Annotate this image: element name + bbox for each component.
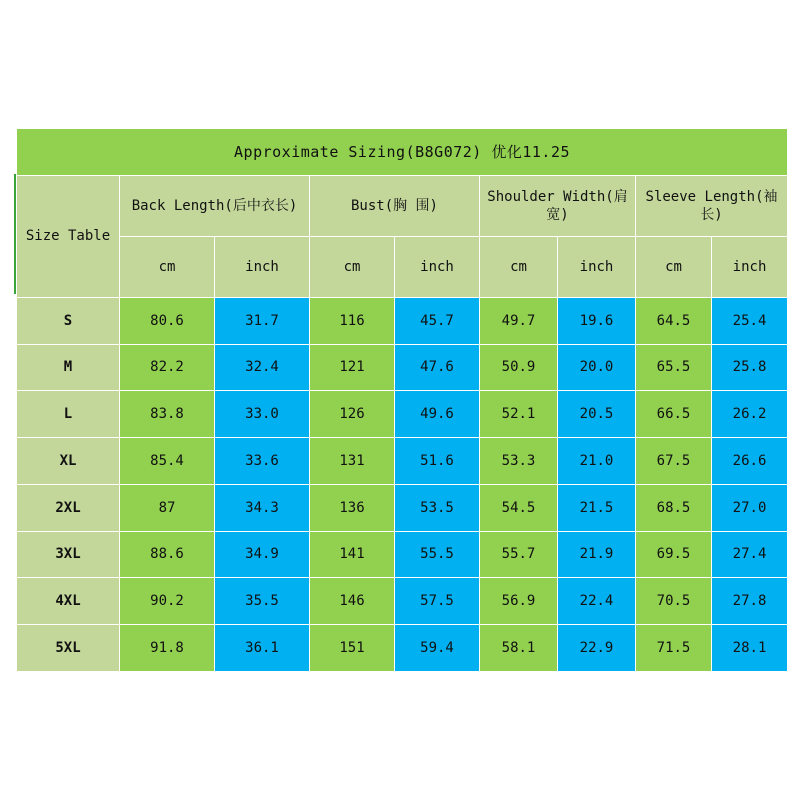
unit-inch-shoulder: inch bbox=[558, 236, 636, 297]
value-cell: 52.1 bbox=[480, 391, 558, 438]
value-cell: 64.5 bbox=[636, 297, 712, 344]
value-cell: 68.5 bbox=[636, 484, 712, 531]
value-cell: 87 bbox=[120, 484, 215, 531]
value-cell: 90.2 bbox=[120, 578, 215, 625]
value-cell: 121 bbox=[310, 344, 395, 391]
header-sleeve-length: Sleeve Length(袖长) bbox=[636, 175, 788, 236]
table-row bbox=[17, 297, 788, 344]
unit-cm-bust: cm bbox=[310, 236, 395, 297]
value-cell: 26.2 bbox=[712, 391, 788, 438]
value-cell: 34.3 bbox=[215, 484, 310, 531]
value-cell: 49.7 bbox=[480, 297, 558, 344]
value-cell: 28.1 bbox=[712, 625, 788, 672]
value-cell: 141 bbox=[310, 531, 395, 578]
table-title: Approximate Sizing(B8G072) 优化11.25 bbox=[17, 129, 788, 176]
value-cell: 20.0 bbox=[558, 344, 636, 391]
value-cell: 20.5 bbox=[558, 391, 636, 438]
value-cell: 67.5 bbox=[636, 438, 712, 485]
measurement-header-row bbox=[17, 175, 788, 236]
value-cell: 19.6 bbox=[558, 297, 636, 344]
value-cell: 34.9 bbox=[215, 531, 310, 578]
unit-cm-sleeve: cm bbox=[636, 236, 712, 297]
size-label: M bbox=[17, 344, 120, 391]
value-cell: 35.5 bbox=[215, 578, 310, 625]
unit-inch-sleeve: inch bbox=[712, 236, 788, 297]
value-cell: 21.5 bbox=[558, 484, 636, 531]
value-cell: 33.0 bbox=[215, 391, 310, 438]
value-cell: 58.1 bbox=[480, 625, 558, 672]
value-cell: 56.9 bbox=[480, 578, 558, 625]
value-cell: 151 bbox=[310, 625, 395, 672]
size-label: S bbox=[17, 297, 120, 344]
value-cell: 57.5 bbox=[395, 578, 480, 625]
value-cell: 55.5 bbox=[395, 531, 480, 578]
value-cell: 21.9 bbox=[558, 531, 636, 578]
header-shoulder-width: Shoulder Width(肩宽) bbox=[480, 175, 636, 236]
table-row bbox=[17, 531, 788, 578]
value-cell: 54.5 bbox=[480, 484, 558, 531]
unit-cm-shoulder: cm bbox=[480, 236, 558, 297]
value-cell: 25.8 bbox=[712, 344, 788, 391]
value-cell: 88.6 bbox=[120, 531, 215, 578]
value-cell: 53.3 bbox=[480, 438, 558, 485]
value-cell: 65.5 bbox=[636, 344, 712, 391]
value-cell: 66.5 bbox=[636, 391, 712, 438]
value-cell: 22.9 bbox=[558, 625, 636, 672]
value-cell: 136 bbox=[310, 484, 395, 531]
size-label: L bbox=[17, 391, 120, 438]
value-cell: 131 bbox=[310, 438, 395, 485]
value-cell: 27.8 bbox=[712, 578, 788, 625]
value-cell: 59.4 bbox=[395, 625, 480, 672]
table-row bbox=[17, 625, 788, 672]
unit-inch-bust: inch bbox=[395, 236, 480, 297]
size-label: 2XL bbox=[17, 484, 120, 531]
value-cell: 47.6 bbox=[395, 344, 480, 391]
table-row bbox=[17, 391, 788, 438]
value-cell: 69.5 bbox=[636, 531, 712, 578]
table-row bbox=[17, 578, 788, 625]
value-cell: 22.4 bbox=[558, 578, 636, 625]
value-cell: 27.0 bbox=[712, 484, 788, 531]
unit-inch-back-length: inch bbox=[215, 236, 310, 297]
table-row bbox=[17, 438, 788, 485]
size-table-container bbox=[16, 128, 787, 672]
value-cell: 85.4 bbox=[120, 438, 215, 485]
value-cell: 55.7 bbox=[480, 531, 558, 578]
value-cell: 146 bbox=[310, 578, 395, 625]
value-cell: 91.8 bbox=[120, 625, 215, 672]
header-bust: Bust(胸 围) bbox=[310, 175, 480, 236]
value-cell: 116 bbox=[310, 297, 395, 344]
size-label: 5XL bbox=[17, 625, 120, 672]
value-cell: 71.5 bbox=[636, 625, 712, 672]
value-cell: 83.8 bbox=[120, 391, 215, 438]
value-cell: 21.0 bbox=[558, 438, 636, 485]
value-cell: 53.5 bbox=[395, 484, 480, 531]
size-label: 3XL bbox=[17, 531, 120, 578]
value-cell: 25.4 bbox=[712, 297, 788, 344]
value-cell: 27.4 bbox=[712, 531, 788, 578]
unit-header-row bbox=[17, 236, 788, 297]
value-cell: 70.5 bbox=[636, 578, 712, 625]
value-cell: 36.1 bbox=[215, 625, 310, 672]
value-cell: 45.7 bbox=[395, 297, 480, 344]
table-row bbox=[17, 484, 788, 531]
table-row bbox=[17, 344, 788, 391]
value-cell: 33.6 bbox=[215, 438, 310, 485]
value-cell: 51.6 bbox=[395, 438, 480, 485]
value-cell: 82.2 bbox=[120, 344, 215, 391]
unit-cm-back-length: cm bbox=[120, 236, 215, 297]
size-label: 4XL bbox=[17, 578, 120, 625]
value-cell: 126 bbox=[310, 391, 395, 438]
value-cell: 50.9 bbox=[480, 344, 558, 391]
size-label: XL bbox=[17, 438, 120, 485]
size-table-corner-label: Size Table bbox=[17, 175, 120, 297]
size-table bbox=[16, 128, 788, 672]
value-cell: 31.7 bbox=[215, 297, 310, 344]
value-cell: 26.6 bbox=[712, 438, 788, 485]
header-back-length: Back Length(后中衣长) bbox=[120, 175, 310, 236]
value-cell: 32.4 bbox=[215, 344, 310, 391]
value-cell: 80.6 bbox=[120, 297, 215, 344]
title-row bbox=[17, 129, 788, 176]
value-cell: 49.6 bbox=[395, 391, 480, 438]
